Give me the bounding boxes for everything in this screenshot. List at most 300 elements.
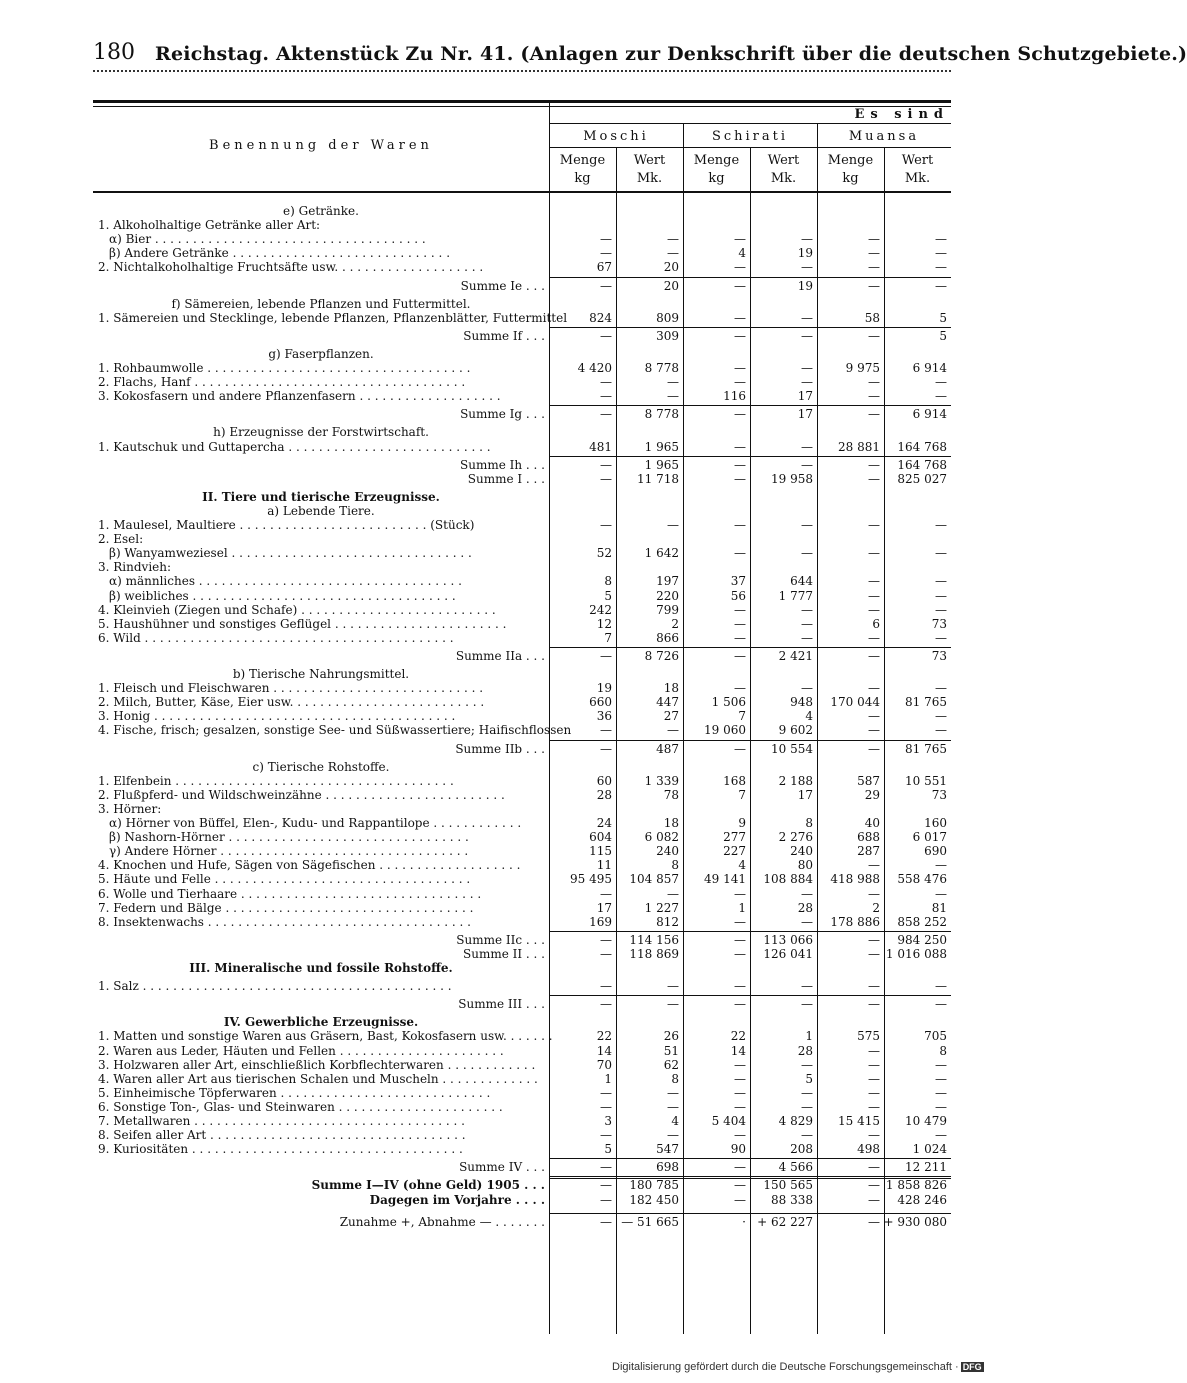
cell-value: — [868,997,880,1012]
cell-value: — [734,602,746,617]
cell-value: 8 [604,574,612,589]
cell-value: — [935,630,947,645]
cell-value: — [935,574,947,589]
cell-value: — [600,979,612,994]
cell-value: — [935,278,947,293]
cell-value: 81 765 [905,695,947,710]
row-label: 4. Waren aller Art aus tierischen Schalen und Muscheln . . . . . . . . . . . . . [98,1071,538,1086]
menge-header: Menge [827,153,874,168]
sum-row [93,997,951,1011]
cell-value: — [868,574,880,589]
cell-value: — [600,246,612,261]
cell-value: — [600,1099,612,1114]
table-row [93,887,951,901]
cell-value: 18 [663,681,679,696]
cell-value: — [600,518,612,532]
cell-value: 20 [663,278,679,293]
cell-value: 26 [663,1029,679,1044]
cell-value: 67 [596,260,612,275]
cell-value: 19 [797,246,813,261]
row-label: f) Sämereien, lebende Pflanzen und Futtermittel. [171,296,471,311]
cell-value: 227 [723,844,746,859]
row-label: β) weibliches . . . . . . . . . . . . . . . . . . . . . . . . . . . . . . . . . . . [109,588,456,603]
table-row [93,1100,951,1114]
footer-text: Digitalisierung gefördert durch die Deutsche Forschungsgemeinschaft · [612,1361,959,1373]
group-moschi: Moschi [583,129,649,144]
cell-value: — [734,741,746,756]
group-schirati: Schirati [711,129,789,144]
cell-value: — [868,723,880,738]
table-header [93,100,951,193]
cell-value: — [801,630,813,645]
cell-value: 9 975 [845,361,880,375]
cell-value: 948 [790,695,813,710]
cell-value: — [600,328,612,343]
cell-value: — [801,457,813,472]
cell-value: 36 [596,709,612,724]
table-row [93,532,951,546]
cell-value: 8 778 [644,407,679,422]
row-label: 1. Kautschuk und Guttapercha . . . . . . . . . . . . . . . . . . . . . . . . . . . [98,439,491,454]
cell-value: 118 869 [629,946,679,961]
table-row [93,802,951,816]
row-label: 4. Kleinvieh (Ziegen und Schafe) . . . . . . . . . . . . . . . . . . . . . . . . . . [98,602,496,617]
cell-value: 7 [738,709,746,724]
cell-value: 575 [857,1029,880,1044]
cell-value: 51 [663,1043,679,1058]
menge-header: Menge [559,153,606,168]
sum-row [93,649,951,663]
sum-row [93,1178,951,1192]
cell-value: — [935,886,947,901]
cell-value: 90 [730,1142,746,1157]
menge-header: Menge [693,153,740,168]
cell-value: — [935,602,947,617]
cell-value: 3 [604,1114,612,1128]
wert-unit: Mk. [904,171,931,186]
cell-value: 160 [924,816,947,830]
cell-value: — [801,232,813,247]
cell-value: — [600,741,612,756]
cell-value: 812 [656,914,679,929]
cell-value: — 51 665 [621,1214,679,1229]
cell-value: 705 [924,1029,947,1044]
cell-value: — [667,886,679,901]
table-row [93,830,951,844]
cell-value: 95 495 [570,872,612,887]
table-row [93,1072,951,1086]
cell-value: 10 551 [905,773,947,788]
footer-credit [612,1361,984,1373]
cell-value: — [801,260,813,275]
row-label: 1. Sämereien und Stecklinge, lebende Pflanzen, Pflanzenblätter, Futtermittel [98,310,568,325]
cell-value: — [868,741,880,756]
row-label: Summe III . . . [458,997,545,1012]
wert-unit: Mk. [770,171,797,186]
cell-value: — [801,997,813,1012]
table-row [93,574,951,588]
row-label: 3. Rindvieh: [98,560,172,575]
cell-value: — [600,389,612,404]
table-row [93,218,951,232]
cell-value: — [734,278,746,293]
cell-value: 1 339 [644,773,679,788]
row-label: b) Tierische Nahrungsmittel. [232,667,410,681]
table-row [93,858,951,872]
cell-value: — [868,260,880,275]
page-header [93,40,1187,72]
cell-value: — [600,457,612,472]
cell-value: 81 [931,900,947,915]
cell-value: 5 [939,328,947,343]
cell-value: — [935,1057,947,1072]
cell-value: — [801,681,813,696]
cell-value: 2 188 [778,773,813,788]
row-label: a) Lebende Tiere. [267,503,375,518]
cell-value: — [600,723,612,738]
cell-value: 27 [663,709,679,724]
cell-value: — [935,979,947,994]
cell-value: — [734,932,746,947]
table-row [93,361,951,375]
row-label: Summe II . . . [463,946,545,961]
cell-value: — [935,1128,947,1143]
cell-value: 487 [656,741,679,756]
cell-value: 108 884 [763,872,813,887]
cell-value: 1 965 [644,439,679,454]
sum-rule [549,1213,951,1214]
cell-value: 19 060 [704,723,746,738]
row-label: III. Mineralische und fossile Rohstoffe. [189,961,453,975]
table-row [93,389,951,403]
cell-value: 28 [797,900,813,915]
table-row [93,709,951,723]
cell-value: — [801,616,813,631]
row-label: 4. Knochen und Hufe, Sägen von Sägefischen . . . . . . . . . . . . . . . . . . . [98,858,521,873]
cell-value: 4 [738,858,746,873]
group-muansa: Muansa [848,129,920,144]
cell-value: — [667,979,679,994]
row-label: Summe Ih . . . [460,457,545,472]
table-body [93,188,951,1334]
sum-rule [549,740,951,741]
table-row [93,246,951,260]
sum-row [93,742,951,756]
section-heading [93,760,951,774]
cell-value: — [868,246,880,261]
cell-value: 19 [797,278,813,293]
cell-value: 73 [931,616,947,631]
table-row [93,816,951,830]
table-row [93,844,951,858]
cell-value: — [868,1085,880,1100]
section-heading [93,490,951,504]
table-row [93,546,951,560]
cell-value: — [868,1071,880,1086]
row-label: IV. Gewerbliche Erzeugnisse. [223,1015,419,1030]
row-label: 6. Wolle und Tierhaare . . . . . . . . . . . . . . . . . . . . . . . . . . . . . . . . [98,886,482,901]
cell-value: 1 858 826 [885,1178,947,1193]
cell-value: 8 [671,858,679,873]
table-row [93,603,951,617]
row-label: 3. Hörner: [98,801,162,816]
cell-value: 2 [872,900,880,915]
cell-value: 56 [730,588,746,603]
cell-value: 60 [596,773,612,788]
cell-value: — [600,1214,612,1229]
row-label: Summe I . . . [467,471,545,486]
cell-value: 690 [924,844,947,859]
cell-value: — [801,979,813,994]
cell-value: 9 [738,816,746,830]
cell-value: 19 958 [771,471,813,486]
row-label: 6. Wild . . . . . . . . . . . . . . . . . . . . . . . . . . . . . . . . . . . . . . . . . [98,630,454,645]
row-label: 4. Fische, frisch; gesalzen, sonstige See- und Süßwassertiere; Haifischflossen [98,723,572,738]
cell-value: 4 [671,1114,679,1128]
cell-value: 799 [656,602,679,617]
cell-value: — [868,546,880,561]
section-heading [93,204,951,218]
cell-value: 4 420 [577,361,612,375]
cell-value: — [801,886,813,901]
cell-value: 8 [671,1071,679,1086]
row-label: 2. Flachs, Hanf . . . . . . . . . . . . . . . . . . . . . . . . . . . . . . . . . . . . [98,375,466,390]
cell-value: — [734,310,746,325]
cell-value: — [868,1043,880,1058]
cell-value: — [667,1099,679,1114]
cell-value: — [801,914,813,929]
cell-value: 5 [604,588,612,603]
cell-value: 1 016 088 [885,946,947,961]
cell-value: 604 [589,830,612,845]
cell-value: — [868,1099,880,1114]
cell-value: 5 [805,1071,813,1086]
cell-value: 5 [939,310,947,325]
cell-value: 19 [596,681,612,696]
cell-value: 688 [857,830,880,845]
cell-value: 5 [604,1142,612,1157]
cell-value: — [734,260,746,275]
row-label: Summe IIb . . . [455,741,545,756]
cell-value: — [734,518,746,532]
cell-value: — [935,246,947,261]
cell-value: 1 [805,1029,813,1044]
cell-value: — [667,518,679,532]
cell-value: 418 988 [830,872,880,887]
cell-value: 1 506 [711,695,746,710]
cell-value: — [600,932,612,947]
sum-rule [549,995,951,996]
cell-value: — [734,471,746,486]
cell-value: 81 765 [905,741,947,756]
row-label: α) männliches . . . . . . . . . . . . . . . . . . . . . . . . . . . . . . . . . . . [109,574,462,589]
cell-value: 20 [663,260,679,275]
cell-value: — [734,1071,746,1086]
cell-value: 287 [857,844,880,859]
wert-unit: Mk. [636,171,663,186]
cell-value: — [935,1085,947,1100]
cell-value: 1 227 [644,900,679,915]
row-label: 3. Kokosfasern und andere Pflanzenfasern . . . . . . . . . . . . . . . . . . . [98,389,501,404]
cell-value: 660 [589,695,612,710]
cell-value: 180 785 [629,1178,679,1193]
sum-row [93,1160,951,1174]
cell-value: 5 404 [711,1114,746,1128]
row-label: 1. Rohbaumwolle . . . . . . . . . . . . . . . . . . . . . . . . . . . . . . . . . . . [98,361,471,375]
cell-value: — [801,1085,813,1100]
sum-row [93,1215,951,1229]
cell-value: 22 [730,1029,746,1044]
wert-header: Wert [767,153,800,168]
table-row [93,311,951,325]
cell-value: 70 [596,1057,612,1072]
cell-value: 447 [656,695,679,710]
cell-value: — [935,588,947,603]
row-label: 8. Seifen aller Art . . . . . . . . . . . . . . . . . . . . . . . . . . . . . . . . . . [98,1128,466,1143]
cell-value: — [801,439,813,454]
cell-value: 12 211 [905,1160,947,1175]
cell-value: — [734,914,746,929]
cell-value: — [801,361,813,375]
cell-value: 114 156 [629,932,679,947]
row-label: 2. Nichtalkoholhaltige Fruchtsäfte usw. . . . . . . . . . . . . . . . . . . . [98,260,484,275]
cell-value: — [801,375,813,390]
sum-rule [549,931,951,932]
row-label: 5. Einheimische Töpferwaren . . . . . . . . . . . . . . . . . . . . . . . . . . . . [98,1085,491,1100]
cell-value: 52 [596,546,612,561]
row-label: 3. Holzwaren aller Art, einschließlich Korbflechterwaren . . . . . . . . . . . . [98,1057,536,1072]
row-label: 2. Milch, Butter, Käse, Eier usw. . . . . . . . . . . . . . . . . . . . . . . . . . [98,695,485,710]
cell-value: + 62 227 [757,1214,813,1229]
section-heading [93,297,951,311]
row-label: 5. Häute und Felle . . . . . . . . . . . . . . . . . . . . . . . . . . . . . . . . . . [98,872,471,887]
cell-value: 88 338 [771,1192,813,1207]
cell-value: 6 082 [644,830,679,845]
cell-value: 116 [723,389,746,404]
cell-value: — [868,630,880,645]
table-row [93,589,951,603]
table-row [93,915,951,929]
cell-value: — [734,1160,746,1175]
cell-value: — [667,232,679,247]
cell-value: + 930 080 [883,1214,947,1229]
cell-value: 2 276 [778,830,813,845]
cell-value: — [667,246,679,261]
cell-value: 15 415 [838,1114,880,1128]
table-row [93,681,951,695]
cell-value: — [868,858,880,873]
cell-value: 10 554 [771,741,813,756]
row-label: Summe IV . . . [459,1160,545,1175]
cell-value: 6 [872,616,880,631]
row-label: Summe Ie . . . [460,278,545,293]
sum-rule [549,647,951,648]
sum-rule [549,327,951,328]
row-label: β) Wanyamweziesel . . . . . . . . . . . . . . . . . . . . . . . . . . . . . . . . [109,546,472,561]
cell-value: 498 [857,1142,880,1157]
cell-value: 6 914 [912,361,947,375]
cell-value: 126 041 [763,946,813,961]
cell-value: 240 [656,844,679,859]
cell-value: 58 [864,310,880,325]
cell-value: 18 [663,816,679,830]
row-label: β) Nashorn-Hörner . . . . . . . . . . . . . . . . . . . . . . . . . . . . . . . . [109,830,469,845]
table-row [93,1086,951,1100]
cell-value: 80 [797,858,813,873]
cell-value: — [935,389,947,404]
cell-value: 4 566 [778,1160,813,1175]
cell-value: 1 [738,900,746,915]
row-label: 8. Insektenwachs . . . . . . . . . . . . . . . . . . . . . . . . . . . . . . . . . . . [98,914,471,929]
cell-value: — [734,361,746,375]
table-row [93,440,951,454]
cell-value: 9 602 [778,723,813,738]
cell-value: 7 [738,787,746,802]
section-heading [93,961,951,975]
sum-row [93,458,951,472]
row-label: 5. Haushühner und sonstiges Geflügel . . . . . . . . . . . . . . . . . . . . . . . [98,616,507,631]
table-row [93,788,951,802]
cell-value: — [801,310,813,325]
cell-value: 8 [805,816,813,830]
cell-value: 309 [656,328,679,343]
table-row [93,1142,951,1156]
wert-header: Wert [633,153,666,168]
table-row [93,774,951,788]
table-row [93,695,951,709]
row-label: Summe IIc . . . [456,932,545,947]
cell-value: — [868,979,880,994]
cell-value: 170 044 [830,695,880,710]
cell-value: 1 642 [644,546,679,561]
table-row [93,232,951,246]
row-label: 3. Honig . . . . . . . . . . . . . . . . . . . . . . . . . . . . . . . . . . . . . . . . [98,709,456,724]
row-label: α) Bier . . . . . . . . . . . . . . . . . . . . . . . . . . . . . . . . . . . . [109,232,426,247]
sum-rule [549,405,951,406]
cell-value: 104 857 [629,872,679,887]
row-label: Summe IIa . . . [455,648,545,663]
table-row [93,617,951,631]
cell-value: 17 [596,900,612,915]
row-label: 2. Esel: [98,532,144,547]
row-label: Zunahme +, Abnahme — . . . . . . . [339,1214,545,1229]
cell-value: 809 [656,310,679,325]
cell-value: 824 [589,310,612,325]
cell-value: — [600,407,612,422]
row-label: 2. Waren aus Leder, Häuten und Fellen . . . . . . . . . . . . . . . . . . . . . . [98,1043,504,1058]
cell-value: 73 [931,787,947,802]
table-row [93,979,951,993]
row-label: c) Tierische Rohstoffe. [252,759,390,774]
cell-value: — [935,1099,947,1114]
cell-value: 4 829 [778,1114,813,1128]
cell-value: — [734,1099,746,1114]
row-label: h) Erzeugnisse der Forstwirtschaft. [213,425,429,440]
cell-value: 7 [604,630,612,645]
row-label: α) Hörner von Büffel, Elen-, Kudu- und Rappantilope . . . . . . . . . . . . [109,816,522,830]
wert-header: Wert [901,153,934,168]
cell-value: — [600,278,612,293]
cell-value: — [801,518,813,532]
table-row [93,872,951,886]
section-heading [93,667,951,681]
cell-value: — [667,1128,679,1143]
cell-value: 2 421 [778,648,813,663]
cell-value: — [935,681,947,696]
table-row [93,901,951,915]
menge-unit: kg [842,171,859,186]
cell-value: — [734,681,746,696]
